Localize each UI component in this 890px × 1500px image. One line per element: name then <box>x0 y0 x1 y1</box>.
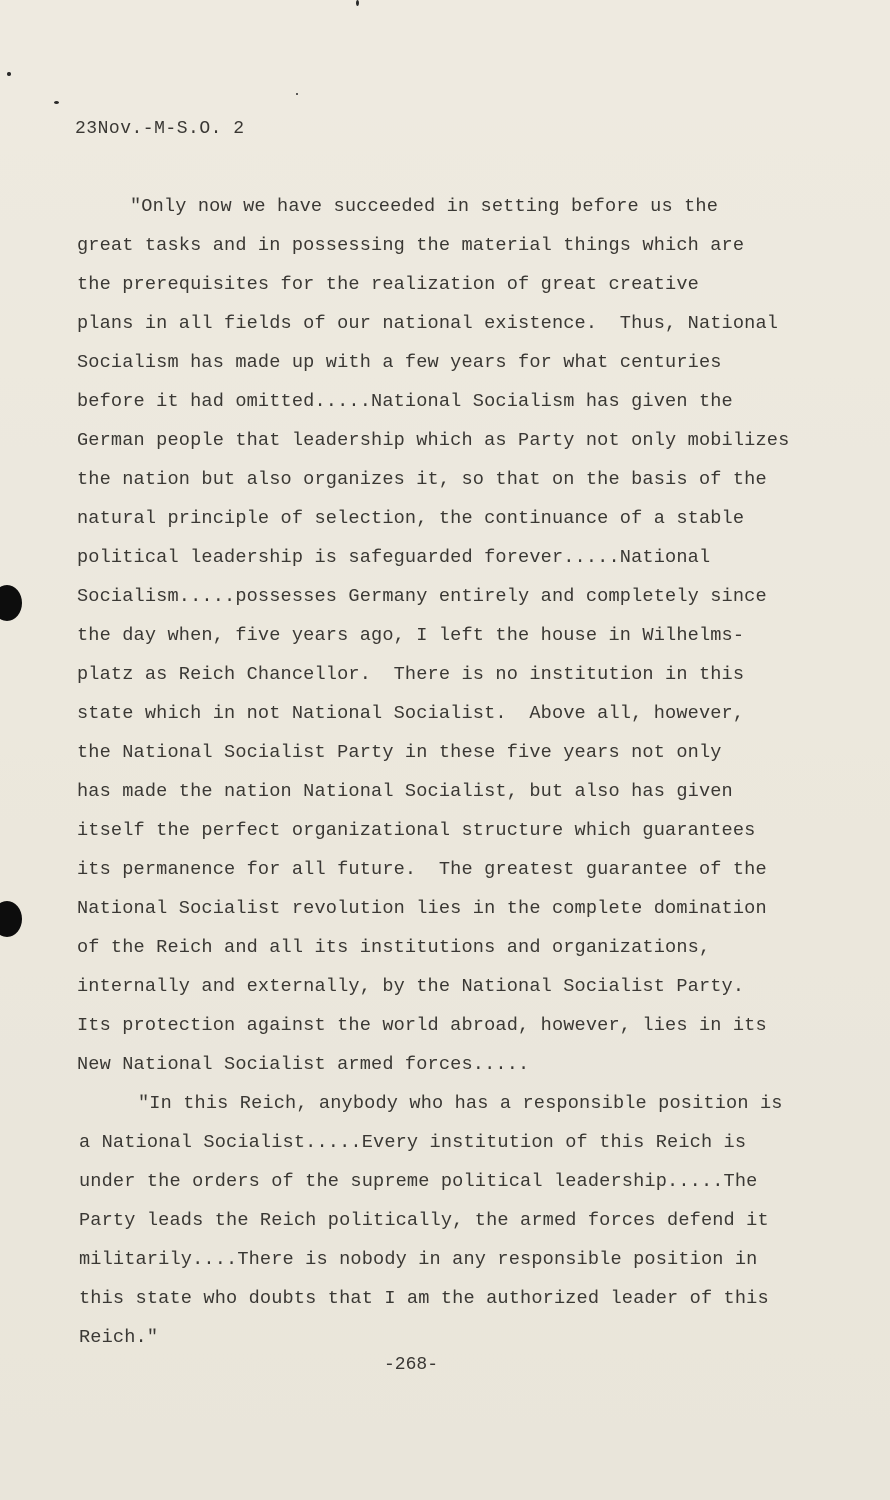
page-number: -268- <box>384 1355 439 1375</box>
text-line: the National Socialist Party in these five years not only <box>77 742 722 763</box>
document-reference: 23Nov.-M-S.O. 2 <box>75 119 245 139</box>
text-line: "In this Reich, anybody who has a responsible position is <box>138 1093 783 1114</box>
text-line: Party leads the Reich politically, the armed forces defend it <box>79 1210 769 1231</box>
punch-hole <box>0 901 22 937</box>
text-line: plans in all fields of our national existence. Thus, National <box>77 313 779 334</box>
text-line: National Socialist revolution lies in the complete domination <box>77 898 767 919</box>
text-line: militarily....There is nobody in any responsible position in <box>79 1249 758 1270</box>
text-line: this state who doubts that I am the authorized leader of this <box>79 1288 769 1309</box>
text-line: natural principle of selection, the continuance of a stable <box>77 508 745 529</box>
punch-hole <box>0 585 22 621</box>
text-line: "Only now we have succeeded in setting before us the <box>130 196 719 217</box>
text-line: Socialism.....possesses Germany entirely and completely since <box>77 586 767 607</box>
text-line: the prerequisites for the realization of great creative <box>77 274 699 295</box>
text-line: German people that leadership which as Party not only mobilizes <box>77 430 790 451</box>
text-line: great tasks and in possessing the material things which are <box>77 235 745 256</box>
text-line: Reich." <box>79 1327 159 1348</box>
paper-speck <box>356 0 359 6</box>
text-line: state which in not National Socialist. Above all, however, <box>77 703 745 724</box>
text-line: a National Socialist.....Every institution of this Reich is <box>79 1132 747 1153</box>
text-line: its permanence for all future. The greatest guarantee of the <box>77 859 767 880</box>
text-line: Socialism has made up with a few years for what centuries <box>77 352 722 373</box>
paper-speck <box>296 93 298 95</box>
text-line: New National Socialist armed forces..... <box>77 1054 530 1075</box>
text-line: platz as Reich Chancellor. There is no institution in this <box>77 664 745 685</box>
text-line: the nation but also organizes it, so that on the basis of the <box>77 469 767 490</box>
text-line: under the orders of the supreme political leadership.....The <box>79 1171 758 1192</box>
paper-speck <box>54 101 59 104</box>
paper-speck <box>7 72 11 76</box>
text-line: of the Reich and all its institutions and organizations, <box>77 937 711 958</box>
text-line: internally and externally, by the National Socialist Party. <box>77 976 745 997</box>
text-line: Its protection against the world abroad, however, lies in its <box>77 1015 767 1036</box>
text-line: itself the perfect organizational structure which guarantees <box>77 820 756 841</box>
text-line: political leadership is safeguarded forever.....National <box>77 547 711 568</box>
text-line: has made the nation National Socialist, but also has given <box>77 781 733 802</box>
text-line: before it had omitted.....National Socialism has given the <box>77 391 733 412</box>
text-line: the day when, five years ago, I left the house in Wilhelms- <box>77 625 745 646</box>
